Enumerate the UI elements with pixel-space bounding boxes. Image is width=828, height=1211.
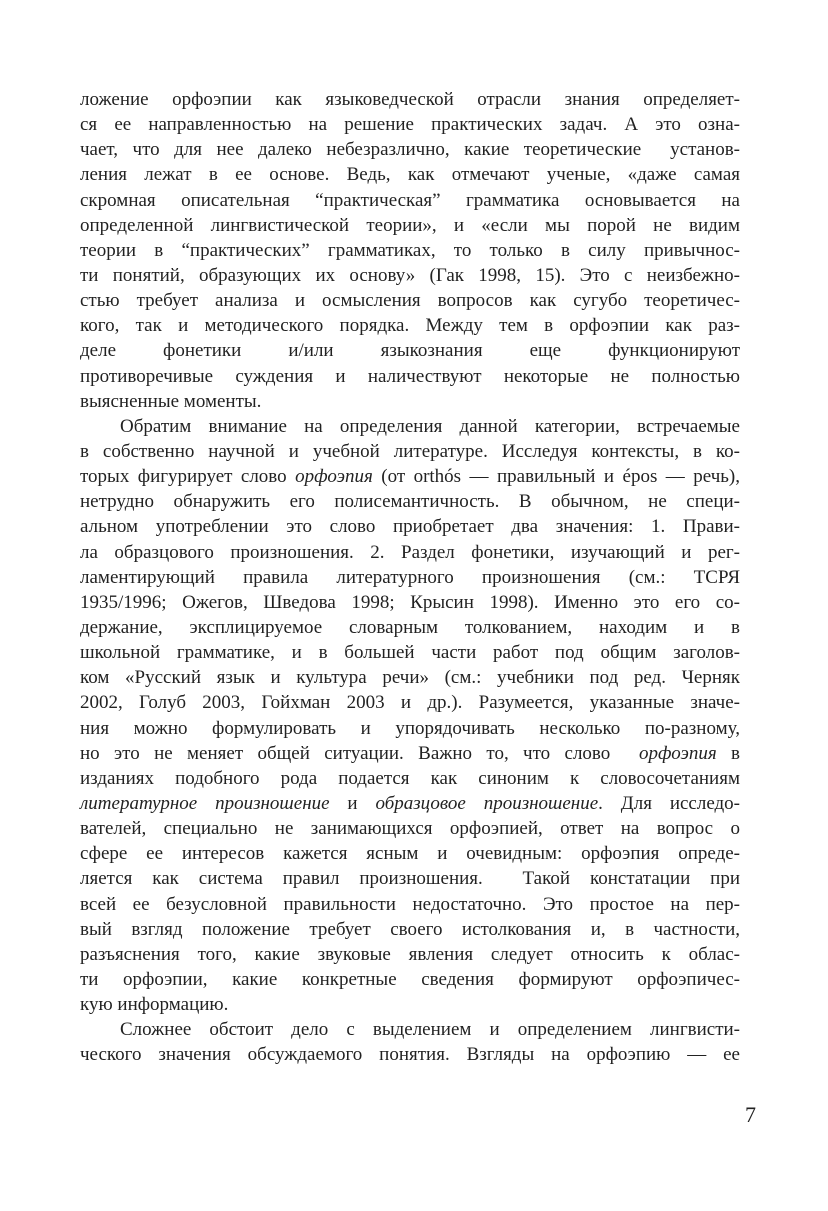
text-segment: в собственно научной и учебной литературе. Исследуя контексты, в ко- — [80, 440, 740, 462]
text-segment: определенной лингвистической теории», и «если мы порой не видим — [80, 214, 740, 236]
text-segment: ческого значения обсуждаемого понятия. Взгляды на орфоэпию — ее — [80, 1044, 740, 1066]
text-segment: кую информацию. — [80, 994, 229, 1016]
italic-term: орфоэпия — [638, 742, 717, 764]
text-segment: в — [716, 742, 740, 764]
paragraph — [80, 87, 740, 414]
text-segment: Сложнее обстоит дело с выделением и определением лингвисти- — [120, 1019, 740, 1041]
text-line — [80, 540, 740, 565]
text-line — [80, 238, 740, 263]
text-line — [80, 690, 740, 715]
text-line — [80, 892, 740, 917]
text-line — [80, 640, 740, 665]
text-line — [80, 514, 740, 539]
text-segment: стью требует анализа и осмысления вопросов как сугубо теоретичес- — [80, 290, 740, 312]
text-line — [80, 992, 740, 1017]
text-segment: вый взгляд положение требует своего истолкования и, в частности, — [80, 918, 740, 940]
text-segment: школьной грамматике, и в большей части работ под общим заголов- — [80, 642, 740, 664]
text-segment: 1935/1996; Ожегов, Шведова 1998; Крысин 1998). Именно это его со- — [80, 591, 740, 613]
text-line — [80, 942, 740, 967]
text-segment: чает, что для нее далеко небезразлично, какие теоретические установ- — [80, 139, 740, 161]
text-segment: противоречивые суждения и наличествуют некоторые не полностью — [80, 365, 740, 387]
text-line — [80, 137, 740, 162]
italic-term: орфоэпия — [295, 466, 373, 488]
text-line — [80, 162, 740, 187]
text-line — [80, 439, 740, 464]
text-line — [80, 866, 740, 891]
text-segment: держание, эксплицируемое словарным толкованием, находим и в — [80, 616, 740, 638]
text-segment: . Для исследо- — [598, 792, 741, 814]
text-line — [80, 213, 740, 238]
text-line — [80, 389, 740, 414]
text-segment: ложение орфоэпии как языковедческой отрасли знания определяет- — [80, 89, 740, 110]
text-segment: ния можно формулировать и упорядочивать несколько по-разному, — [80, 717, 740, 739]
text-segment: теории в “практических” грамматиках, то только в силу привычнос- — [80, 239, 740, 261]
text-line — [80, 1017, 740, 1042]
text-line — [80, 716, 740, 741]
text-segment: ти понятий, образующих их основу» (Гак 1998, 15). Это с неизбежно- — [80, 264, 740, 286]
paragraph — [80, 414, 740, 1017]
text-line — [80, 791, 740, 816]
text-line — [80, 87, 740, 112]
text-line — [80, 288, 740, 313]
italic-term: литературное произношение — [80, 792, 330, 814]
text-line — [80, 188, 740, 213]
text-line — [80, 967, 740, 992]
text-segment: всей ее безусловной правильности недостаточно. Это простое на пер- — [80, 893, 740, 915]
text-segment: альном употреблении это слово приобретает два значения: 1. Прави- — [80, 516, 740, 538]
text-segment: ламентирующий правила литературного произношения (см.: ТСРЯ — [80, 566, 740, 588]
text-line — [80, 338, 740, 363]
text-line — [80, 816, 740, 841]
body-text — [80, 87, 740, 1067]
italic-term: образцовое произношение — [375, 792, 599, 814]
text-line — [80, 590, 740, 615]
text-segment: ся ее направленностью на решение практических задач. А это озна- — [80, 114, 740, 136]
text-segment: и — [329, 792, 376, 814]
text-line — [80, 1042, 740, 1067]
text-segment: деле фонетики и/или языкознания еще функционируют — [80, 340, 740, 362]
text-segment: ти орфоэпии, какие конкретные сведения формируют орфоэпичес- — [80, 968, 740, 990]
text-segment: скромная описательная “практическая” грамматика основывается на — [80, 189, 740, 211]
text-line — [80, 565, 740, 590]
text-segment: выясненные моменты. — [80, 390, 262, 412]
text-segment: но это не меняет общей ситуации. Важно то, что слово — [80, 742, 639, 764]
text-segment: ляется как система правил произношения. Такой констатации при — [80, 868, 740, 890]
text-segment: кого, так и методического порядка. Между тем в орфоэпии как раз- — [80, 315, 740, 337]
text-line — [80, 741, 740, 766]
text-segment: изданиях подобного рода подается как синоним к словосочетаниям — [80, 767, 740, 789]
text-segment: ком «Русский язык и культура речи» (см.: учебники под ред. Черняк — [80, 667, 740, 689]
text-line — [80, 112, 740, 137]
text-segment: ления лежат в ее основе. Ведь, как отмечают ученые, «даже самая — [80, 164, 740, 186]
text-line — [80, 464, 740, 489]
text-line — [80, 489, 740, 514]
text-line — [80, 665, 740, 690]
text-segment: Обратим внимание на определения данной категории, встречаемые — [120, 415, 740, 437]
page-number: 7 — [745, 1102, 756, 1127]
text-line — [80, 313, 740, 338]
text-segment: нетрудно обнаружить его полисемантичность. В обычном, не специ- — [80, 491, 740, 513]
text-segment: ла образцового произношения. 2. Раздел фонетики, изучающий и рег- — [80, 541, 740, 563]
text-line — [80, 263, 740, 288]
text-segment: сфере ее интересов кажется ясным и очевидным: орфоэпия опреде- — [80, 843, 740, 865]
text-line — [80, 841, 740, 866]
text-segment: торых фигурирует слово — [80, 466, 296, 488]
text-line — [80, 414, 740, 439]
text-line — [80, 615, 740, 640]
text-line — [80, 917, 740, 942]
text-segment: разъяснения того, какие звуковые явления следует относить к облас- — [80, 943, 740, 965]
text-segment: вателей, специально не занимающихся орфоэпией, ответ на вопрос о — [80, 818, 740, 840]
text-segment: (от orthós — правильный и épos — речь), — [372, 466, 740, 488]
text-segment: 2002, Голуб 2003, Гойхман 2003 и др.). Разумеется, указанные значе- — [80, 692, 740, 714]
text-line — [80, 766, 740, 791]
text-line — [80, 364, 740, 389]
paragraph — [80, 1017, 740, 1067]
